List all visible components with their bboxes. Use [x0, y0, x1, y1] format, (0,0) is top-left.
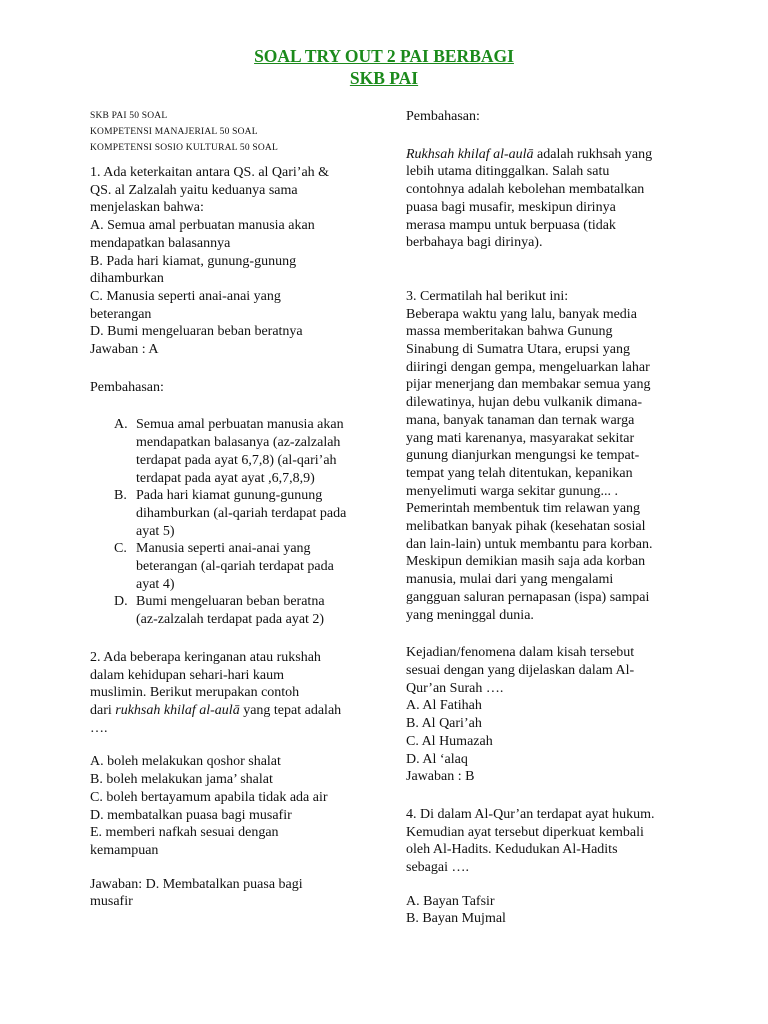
option-line: B. Bayan Mujmal: [406, 911, 506, 927]
info-line: SKB PAI 50 SOAL: [90, 111, 168, 121]
question-line: 1. Ada keterkaitan antara QS. al Qari’ah &: [90, 165, 330, 180]
question-line: diiringi dengan gempa, mengeluarkan lahar: [406, 359, 650, 375]
option-line: A. boleh melakukan qoshor shalat: [90, 754, 281, 770]
question-line: menyelimuti warga sekitar gunung... .: [406, 483, 619, 499]
question-line: gangguan saluran pernapasan (ispa) sampai: [406, 589, 650, 605]
info-block: [90, 108, 368, 156]
solution-line: Pada hari kiamat gunung-gunung: [136, 488, 323, 504]
question-line: QS. al Zalzalah yaitu keduanya sama: [90, 182, 298, 198]
question-1: [90, 164, 368, 359]
answer-line: Jawaban: D. Membatalkan puasa bagi: [90, 876, 303, 892]
pembahasan-label: Pembahasan:: [406, 109, 480, 124]
question-line: mana, banyak tanaman dan ternak warga: [406, 412, 635, 428]
option-line: A. Semua amal perbuatan manusia akan: [90, 218, 315, 234]
question-2: [90, 649, 368, 911]
solution-line: Manusia seperti anai-anai yang: [136, 541, 311, 557]
solution-item: [90, 593, 368, 628]
solution-line: terdapat pada ayat ayat ,6,7,8,9): [136, 470, 315, 486]
explanation-line: berbahaya bagi dirinya).: [406, 235, 543, 251]
question-line: yang meninggal dunia.: [406, 607, 534, 623]
explanation-block: [406, 146, 681, 252]
option-line: E. memberi nafkah sesuai dengan: [90, 825, 279, 841]
explanation-line: Rukhsah khilaf al-aulā adalah rukhsah yang: [406, 146, 653, 162]
solution-line: beterangan (al-qariah terdapat pada: [136, 559, 334, 575]
option-line: C. Al Humazah: [406, 733, 493, 749]
question-line: Meskipun demikian masih saja ada korban: [406, 554, 646, 570]
solution-line: Bumi mengeluaran beban beratna: [136, 594, 325, 610]
question-line: sesuai dengan yang dijelaskan dalam Al-: [406, 662, 635, 678]
explanation-line: merasa mampu untuk berpuasa (tidak: [406, 217, 616, 233]
question-line: 2. Ada beberapa keringanan atau rukshah: [90, 649, 321, 665]
list-marker: A.: [114, 417, 128, 433]
info-line: KOMPETENSI MANAJERIAL 50 SOAL: [90, 127, 258, 137]
option-line: dihamburkan: [90, 271, 164, 287]
solution-list: [90, 416, 368, 628]
option-line: B. Pada hari kiamat, gunung-gunung: [90, 253, 297, 269]
left-column: [90, 108, 368, 911]
emphasis-term: Rukhsah khilaf al-aulā: [406, 146, 534, 162]
question-line: dari rukhsah khilaf al-aulā yang tepat adalah: [90, 702, 342, 718]
right-column: [406, 108, 681, 928]
option-line: kemampuan: [90, 842, 159, 858]
question-line: manusia, mulai dari yang mengalami: [406, 572, 614, 588]
question-line: muslimin. Berikut merupakan contoh: [90, 685, 300, 701]
option-line: beterangan: [90, 306, 152, 322]
solution-line: Semua amal perbuatan manusia akan: [136, 417, 344, 433]
question-line: 3. Cermatilah hal berikut ini:: [406, 288, 569, 304]
question-line: yang mati karenanya, masyarakat sekitar: [406, 430, 635, 446]
solution-line: ayat 5): [136, 523, 175, 539]
option-line: A. Bayan Tafsir: [406, 893, 495, 909]
option-line: mendapatkan balasannya: [90, 235, 231, 251]
solution-line: (az-zalzalah terdapat pada ayat 2): [136, 612, 325, 628]
question-line: melibatkan banyak pihak (kesehatan sosial: [406, 519, 646, 535]
answer-line: musafir: [90, 894, 133, 910]
question-line: 4. Di dalam Al-Qur’an terdapat ayat hukum.: [406, 806, 655, 822]
solution-item: [90, 540, 368, 593]
question-line: gunung dianjurkan mengungsi ke tempat-: [406, 448, 640, 464]
question-line: Beberapa waktu yang lalu, banyak media: [406, 306, 637, 322]
info-line: KOMPETENSI SOSIO KULTURAL 50 SOAL: [90, 143, 278, 153]
emphasis-term: rukhsah khilaf al-aulā: [115, 702, 240, 718]
option-line: D. Bumi mengeluaran beban beratnya: [90, 324, 303, 340]
solution-line: terdapat pada ayat 6,7,8) (al-qari’ah: [136, 452, 337, 468]
list-marker: B.: [114, 488, 127, 504]
option-line: D. Al ‘alaq: [406, 751, 468, 767]
list-marker: C.: [114, 541, 127, 557]
question-line: dalam kehidupan sehari-hari kaum: [90, 667, 284, 683]
question-line: pijar menerjang dan membakar semua yang: [406, 377, 651, 393]
solution-line: mendapatkan balasanya (az-zalzalah: [136, 435, 341, 451]
answer-line: Jawaban : B: [406, 769, 475, 785]
option-line: A. Al Fatihah: [406, 698, 482, 714]
solution-item: [90, 416, 368, 487]
question-line: Sinabung di Sumatra Utara, erupsi yang: [406, 342, 630, 358]
question-line: ….: [90, 720, 108, 736]
option-line: D. membatalkan puasa bagi musafir: [90, 807, 292, 823]
answer-line: Jawaban : A: [90, 342, 159, 358]
option-line: B. boleh melakukan jama’ shalat: [90, 772, 273, 788]
explanation-line: contohnya adalah kebolehan membatalkan: [406, 182, 645, 198]
question-line: menjelaskan bahwa:: [90, 200, 204, 216]
option-line: C. boleh bertayamum apabila tidak ada air: [90, 789, 328, 805]
solution-line: ayat 4): [136, 576, 175, 592]
document-title: SOAL TRY OUT 2 PAI BERBAGI: [254, 46, 514, 66]
question-line: dan lain-lain) untuk membantu para korban.: [406, 536, 653, 552]
question-line: Kejadian/fenomena dalam kisah tersebut: [406, 645, 635, 661]
pembahasan-label: Pembahasan:: [90, 379, 164, 395]
question-4: [406, 806, 681, 928]
option-line: C. Manusia seperti anai-anai yang: [90, 288, 281, 304]
question-line: oleh Al-Hadits. Kedudukan Al-Hadits: [406, 842, 618, 858]
question-line: dilewatinya, hujan debu vulkanik dimana-: [406, 395, 642, 411]
question-line: tempat yang telah ditentukan, kepanikan: [406, 465, 633, 481]
question-line: sebagai ….: [406, 860, 469, 876]
document-subtitle: SKB PAI: [349, 68, 419, 88]
question-line: Pemerintah membentuk tim relawan yang: [406, 501, 641, 517]
explanation-line: puasa bagi musafir, meskipun dirinya: [406, 199, 616, 215]
solution-line: dihamburkan (al-qariah terdapat pada: [136, 505, 347, 521]
question-line: Qur’an Surah ….: [406, 680, 504, 696]
question-line: Kemudian ayat tersebut diperkuat kembali: [406, 824, 644, 840]
option-line: B. Al Qari’ah: [406, 716, 482, 732]
solution-item: [90, 487, 368, 540]
list-marker: D.: [114, 594, 128, 610]
question-line: massa memberitakan bahwa Gunung: [406, 324, 613, 340]
explanation-line: lebih utama ditinggalkan. Salah satu: [406, 164, 610, 180]
question-3: [406, 288, 681, 786]
